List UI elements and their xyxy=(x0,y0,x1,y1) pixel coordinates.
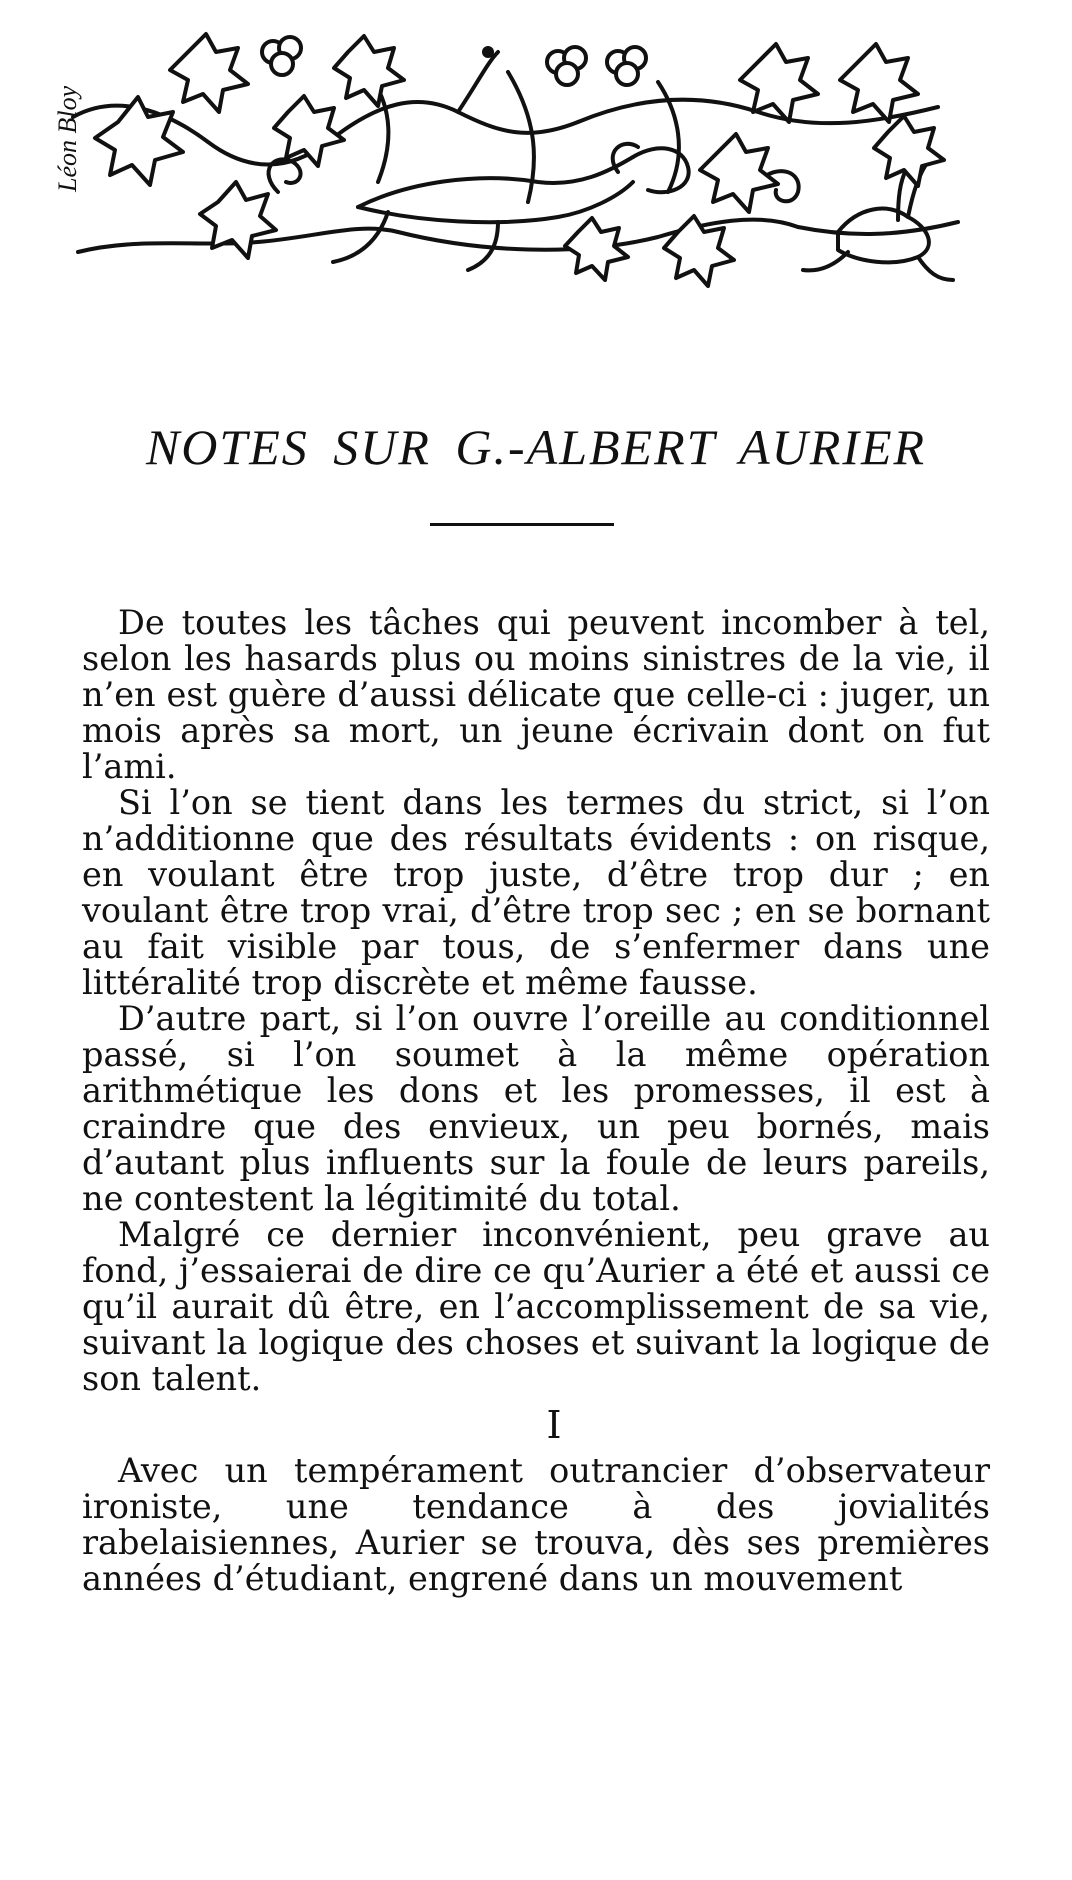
section-number: I xyxy=(546,1403,562,1447)
paragraph-1: De toutes les tâches qui peuvent incomber à tel, selon les hasards plus ou moins sinistres de la vie, il n’en est guère d’aussi délicate que celle-ci : juger, un mois après sa mort, un jeune écrivain dont on fut l’ami. xyxy=(82,603,990,786)
body-text xyxy=(82,605,990,1597)
chapter-title: NOTES SUR G.-ALBERT AURIER xyxy=(145,419,927,475)
title-underline-rule xyxy=(430,523,614,526)
paragraph-2: Si l’on se tient dans les termes du strict, si l’on n’additionne que des résultats évidents : on risque, en voulant être trop juste, d’être trop dur ; en voulant être trop vrai, d’être trop sec ; en se bornant au fait visible par tous, de s’enfermer dans une littéralité trop discrète et même fausse. xyxy=(82,783,990,1002)
vine-ornament-illustration xyxy=(53,22,983,322)
paragraph-3: D’autre part, si l’on ouvre l’oreille au conditionnel passé, si l’on soumet à la même opération arithmétique les dons et les promesses, il est à craindre que des envieux, un peu bornés, mais d’autant plus influents sur la foule de leurs pareils, ne contestent la légitimité du total. xyxy=(82,999,990,1218)
paragraph-4: Malgré ce dernier inconvénient, peu grave au fond, j’essaierai de dire ce qu’Aurier a été et aussi ce qu’il aurait dû être, en l’accomplissement de sa vie, suivant la logique des choses et suivant la logique de son talent. xyxy=(82,1215,990,1398)
signature-text: Léon Bloy xyxy=(53,85,82,192)
vine-ornament-headpiece xyxy=(53,22,983,322)
section-paragraph-1: Avec un tempérament outrancier d’observateur ironiste, une tendance à des jovialités rabelaisiennes, Aurier se trouva, dès ses premières années d’étudiant, engrené dans un mouvement xyxy=(82,1451,990,1598)
